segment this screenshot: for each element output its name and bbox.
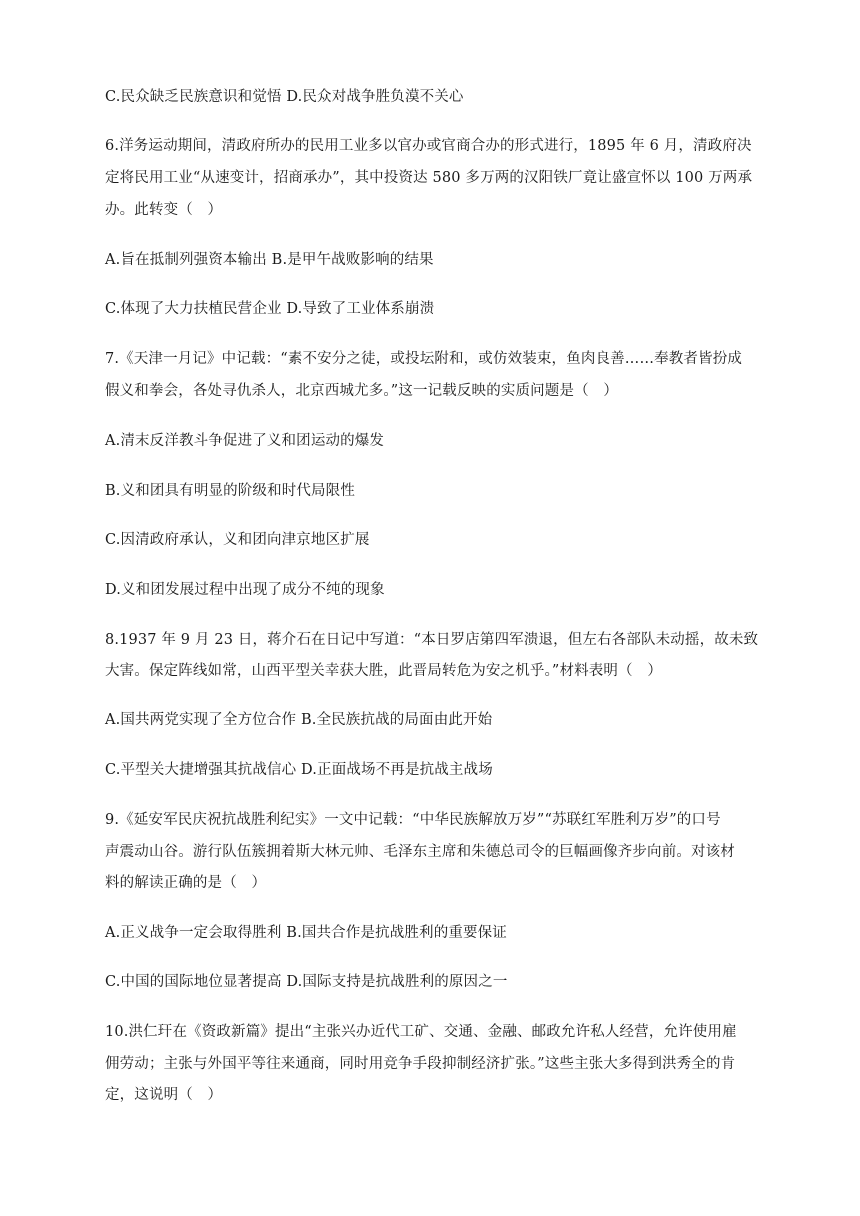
- q7-stem-line-2: 假义和拳会，各处寻仇杀人，北京西城尤多。”这一记载反映的实质问题是（ ）: [105, 383, 619, 399]
- q6-option-c-d: C.体现了大力扶植民营企业 D.导致了工业体系崩溃: [105, 301, 435, 317]
- q9-stem-line-2: 声震动山谷。游行队伍簇拥着斯大林元帅、毛泽东主席和朱德总司令的巨幅画像齐步向前。对该材: [105, 844, 735, 860]
- q6-stem-line-1: 6.洋务运动期间，清政府所办的民用工业多以官办或官商合办的形式进行，1895 年 6 月，清政府决: [105, 138, 752, 154]
- q5-option-c-d: C.民众缺乏民族意识和觉悟 D.民众对战争胜负漠不关心: [105, 89, 464, 105]
- q7-option-b: B.义和团具有明显的阶级和时代局限性: [105, 483, 355, 499]
- q10-stem-line-1: 10.洪仁玕在《资政新篇》提出“主张兴办近代工矿、交通、金融、邮政允许私人经营，允许使用雇: [105, 1024, 737, 1040]
- q7-option-c: C.因清政府承认，义和团向津京地区扩展: [105, 532, 370, 548]
- q9-stem-line-3: 料的解读正确的是（ ）: [105, 875, 267, 891]
- q7-option-a: A.清末反洋教斗争促进了义和团运动的爆发: [105, 433, 385, 449]
- q6-stem-line-3: 办。此转变（ ）: [105, 202, 223, 218]
- q6-option-a-b: A.旨在抵制列强资本输出 B.是甲午战败影响的结果: [105, 252, 434, 268]
- q6-stem-line-2: 定将民用工业“从速变计，招商承办”，其中投资达 580 多万两的汉阳铁厂竟让盛宣怀以 100 万两承: [105, 170, 753, 186]
- q8-option-a-b: A.国共两党实现了全方位合作 B.全民族抗战的局面由此开始: [105, 712, 493, 728]
- q7-stem-line-1: 7.《天津一月记》中记载：“素不安分之徒，或投坛附和，或仿效装束，鱼肉良善……奉教者皆扮成: [105, 351, 742, 367]
- q9-option-c-d: C.中国的国际地位显著提高 D.国际支持是抗战胜利的原因之一: [105, 974, 508, 990]
- q9-stem-line-1: 9.《延安军民庆祝抗战胜利纪实》一文中记载：“中华民族解放万岁”“苏联红军胜利万岁”的口号: [105, 812, 721, 828]
- q8-option-c-d: C.平型关大捷增强其抗战信心 D.正面战场不再是抗战主战场: [105, 762, 493, 778]
- q9-option-a-b: A.正义战争一定会取得胜利 B.国共合作是抗战胜利的重要保证: [105, 925, 507, 941]
- q10-stem-line-2: 佣劳动；主张与外国平等往来通商，同时用竞争手段抑制经济扩张。”这些主张大多得到洪秀全的肯: [105, 1056, 736, 1072]
- q8-stem-line-1: 8.1937 年 9 月 23 日，蒋介石在日记中写道：“本日罗店第四军溃退，但左右各部队未动摇，故未致: [105, 632, 759, 648]
- q7-option-d: D.义和团发展过程中出现了成分不纯的现象: [105, 582, 385, 598]
- q10-stem-line-3: 定，这说明（ ）: [105, 1087, 223, 1103]
- q8-stem-line-2: 大害。保定阵线如常，山西平型关幸获大胜，此晋局转危为安之机乎。”材料表明（ ）: [105, 663, 663, 679]
